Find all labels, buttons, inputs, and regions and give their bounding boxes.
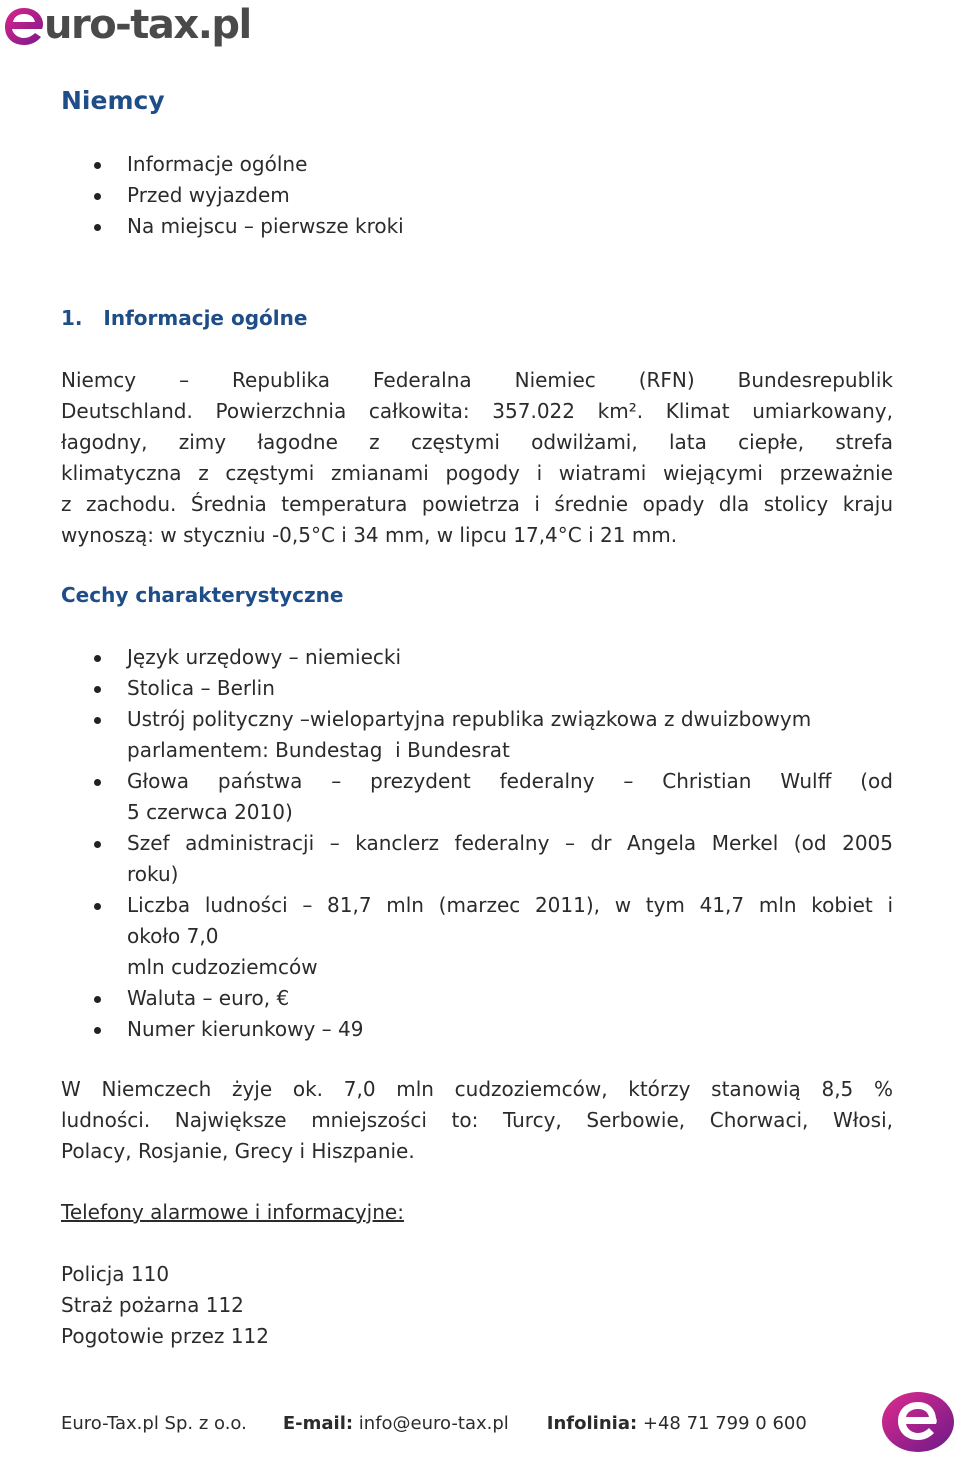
list-item xyxy=(61,890,893,983)
toc-item[interactable]: Informacje ogólne xyxy=(61,149,893,180)
list-item-text: Głowa państwa – prezydent federalny – Christian Wulff (od xyxy=(127,769,893,793)
list-item xyxy=(61,704,893,766)
footer-brand-logo xyxy=(878,1388,956,1454)
footer-email-label: E-mail: xyxy=(282,1413,354,1434)
list-item-text: Liczba ludności – 81,7 mln (marzec 2011), w tym 41,7 mln kobiet i xyxy=(127,893,893,917)
section-heading-characteristics: Cechy charakterystyczne xyxy=(61,583,344,607)
paragraph-line: wynoszą: w styczniu -0,5°C i 34 mm, w lipcu 17,4°C i 21 mm. xyxy=(61,523,678,547)
toc-item[interactable]: Na miejscu – pierwsze kroki xyxy=(61,211,893,242)
page-title: Niemcy xyxy=(61,86,165,115)
list-item xyxy=(61,766,893,828)
characteristics-list xyxy=(61,642,893,1045)
list-item-text: Szef administracji – kanclerz federalny – dr Angela Merkel (od 2005 xyxy=(127,831,893,855)
phone-entry: Straż pożarna 112 xyxy=(61,1293,244,1317)
toc-item[interactable]: Przed wyjazdem xyxy=(61,180,893,211)
emergency-phones-list xyxy=(61,1259,893,1352)
list-item-text: Numer kierunkowy – 49 xyxy=(127,1017,364,1041)
list-item-text: Język urzędowy – niemiecki xyxy=(127,645,402,669)
paragraph-line: łagodny, zimy łagodne z częstymi odwilżami, lata ciepłe, strefa xyxy=(61,430,893,454)
phone-entry: Pogotowie przez 112 xyxy=(61,1324,269,1348)
list-item xyxy=(61,983,893,1014)
logo-e-icon xyxy=(2,2,46,48)
list-item xyxy=(61,673,893,704)
list-item-text: 5 czerwca 2010) xyxy=(127,800,293,824)
list-item xyxy=(61,1014,893,1045)
brand-logo[interactable] xyxy=(2,0,251,50)
paragraph-line: Niemcy – Republika Federalna Niemiec (RFN) Bundesrepublik xyxy=(61,368,893,392)
list-item-text: około 7,0 xyxy=(127,924,219,948)
section-heading-general-info: 1. Informacje ogólne xyxy=(61,306,308,330)
footer-hotline-number[interactable]: +48 71 799 0 600 xyxy=(637,1413,807,1434)
list-item-text: Ustrój polityczny –wielopartyjna republika związkowa z dwuizbowym xyxy=(127,707,812,731)
paragraph-line: Polacy, Rosjanie, Grecy i Hiszpanie. xyxy=(61,1139,415,1163)
paragraph-line: ludności. Największe mniejszości to: Turcy, Serbowie, Chorwaci, Włosi, xyxy=(61,1108,893,1132)
list-item-text: parlamentem: Bundestag i Bundesrat xyxy=(127,738,510,762)
list-item-text: roku) xyxy=(127,862,179,886)
foreigners-paragraph xyxy=(61,1074,893,1167)
list-item-text: Stolica – Berlin xyxy=(127,676,275,700)
paragraph-line: Deutschland. Powierzchnia całkowita: 357.022 km². Klimat umiarkowany, xyxy=(61,399,893,423)
page-footer xyxy=(61,1410,807,1438)
paragraph-line: klimatyczna z częstymi zmianami pogody i wiatrami wiejącymi przeważnie xyxy=(61,461,893,485)
section-heading-emergency-phones: Telefony alarmowe i informacyjne: xyxy=(61,1200,404,1224)
paragraph-line: z zachodu. Średnia temperatura powietrza i średnie opady dla stolicy kraju xyxy=(61,492,893,516)
list-item-text: Waluta – euro, € xyxy=(127,986,290,1010)
footer-hotline-label: Infolinia: xyxy=(546,1413,638,1434)
phone-entry: Policja 110 xyxy=(61,1262,170,1286)
toc-list xyxy=(61,149,893,242)
logo-text: uro-tax.pl xyxy=(44,2,251,48)
footer-email-link[interactable]: info@euro-tax.pl xyxy=(353,1413,509,1434)
list-item-text: mln cudzoziemców xyxy=(127,955,318,979)
list-item xyxy=(61,828,893,890)
list-item xyxy=(61,642,893,673)
footer-company: Euro-Tax.pl Sp. z o.o. xyxy=(61,1413,247,1434)
general-info-paragraph xyxy=(61,365,893,551)
footer-logo-e-icon xyxy=(878,1388,956,1454)
paragraph-line: W Niemczech żyje ok. 7,0 mln cudzoziemców, którzy stanowią 8,5 % xyxy=(61,1077,893,1101)
